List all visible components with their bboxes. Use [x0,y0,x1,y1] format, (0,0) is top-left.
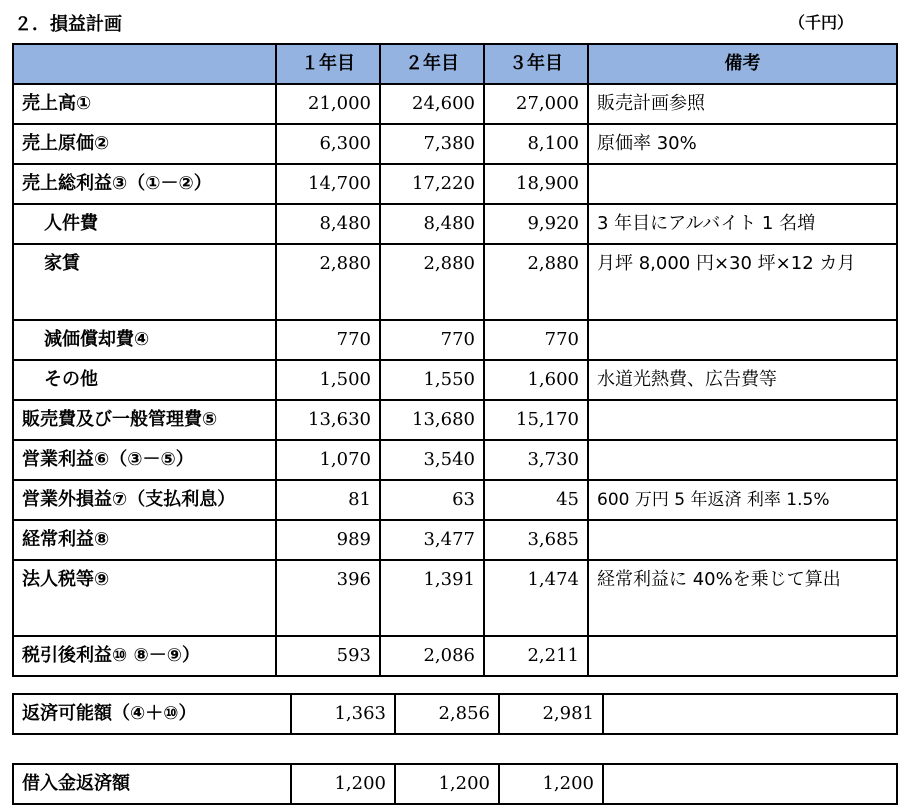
value-year-2: 2,086 [380,636,484,676]
value-year-1: 6,300 [276,124,380,164]
value-year-1: 13,630 [276,400,380,440]
unit-label: （千円） [789,13,854,32]
profit-plan-table [12,43,898,677]
repayable-year-2: 2,856 [395,694,499,734]
value-year-3: 8,100 [484,124,588,164]
row-label: 家賃 [13,244,276,320]
table-row [13,164,897,204]
table-row [13,400,897,440]
repayable-remarks [603,694,897,734]
row-label: 税引後利益⑩ ⑧－⑨） [13,636,276,676]
value-year-1: 989 [276,520,380,560]
value-year-3: 27,000 [484,84,588,124]
value-year-1: 81 [276,480,380,520]
remarks: 月坪 8,000 円×30 坪×12 カ月 [588,244,897,320]
value-year-3: 9,920 [484,204,588,244]
row-label: 人件費 [13,204,276,244]
value-year-3: 15,170 [484,400,588,440]
row-label: その他 [13,360,276,400]
remarks [588,400,897,440]
value-year-2: 1,550 [380,360,484,400]
header-year-1: １年目 [276,44,380,84]
row-label: 売上総利益③（①－②） [13,164,276,204]
table-row [13,244,897,320]
repayable-label: 返済可能額（④＋⑩） [13,694,291,734]
value-year-1: 1,500 [276,360,380,400]
value-year-1: 14,700 [276,164,380,204]
loan-label: 借入金返済額 [13,764,291,804]
value-year-2: 2,880 [380,244,484,320]
remarks: 水道光熱費、広告費等 [588,360,897,400]
loan-row [13,764,897,804]
loan-repayment-table [12,763,898,805]
header-year-3: ３年目 [484,44,588,84]
value-year-1: 770 [276,320,380,360]
repayable-year-1: 1,363 [291,694,395,734]
row-label: 営業外損益⑦（支払利息） [13,480,276,520]
header-remarks: 備考 [588,44,897,84]
value-year-2: 63 [380,480,484,520]
value-year-3: 1,600 [484,360,588,400]
header-item [13,44,276,84]
value-year-1: 8,480 [276,204,380,244]
remarks: 3 年目にアルバイト 1 名増 [588,204,897,244]
value-year-2: 13,680 [380,400,484,440]
row-label: 減価償却費④ [13,320,276,360]
value-year-3: 2,880 [484,244,588,320]
remarks [588,520,897,560]
value-year-3: 1,474 [484,560,588,636]
value-year-1: 21,000 [276,84,380,124]
value-year-3: 2,211 [484,636,588,676]
repayable-year-3: 2,981 [499,694,603,734]
header-year-2: ２年目 [380,44,484,84]
header-row [13,44,897,84]
row-label: 法人税等⑨ [13,560,276,636]
value-year-2: 770 [380,320,484,360]
remarks [588,440,897,480]
page-title: ２．損益計画 [14,14,122,35]
value-year-1: 396 [276,560,380,636]
remarks [588,164,897,204]
table-row [13,360,897,400]
value-year-1: 2,880 [276,244,380,320]
loan-year-2: 1,200 [395,764,499,804]
table-row [13,560,897,636]
value-year-2: 17,220 [380,164,484,204]
value-year-2: 24,600 [380,84,484,124]
table-row [13,636,897,676]
value-year-2: 7,380 [380,124,484,164]
repayable-table [12,693,898,735]
table-row [13,124,897,164]
row-label: 経常利益⑧ [13,520,276,560]
loan-remarks [603,764,897,804]
value-year-1: 1,070 [276,440,380,480]
value-year-2: 3,540 [380,440,484,480]
row-label: 販売費及び一般管理費⑤ [13,400,276,440]
value-year-2: 3,477 [380,520,484,560]
row-label: 営業利益⑥（③－⑤） [13,440,276,480]
value-year-3: 45 [484,480,588,520]
value-year-2: 1,391 [380,560,484,636]
table-row [13,84,897,124]
remarks: 原価率 30% [588,124,897,164]
remarks: 600 万円 5 年返済 利率 1.5% [588,480,897,520]
remarks: 経常利益に 40%を乗じて算出 [588,560,897,636]
remarks [588,320,897,360]
loan-year-1: 1,200 [291,764,395,804]
value-year-2: 8,480 [380,204,484,244]
value-year-3: 3,685 [484,520,588,560]
value-year-3: 18,900 [484,164,588,204]
loan-year-3: 1,200 [499,764,603,804]
repayable-row [13,694,897,734]
value-year-1: 593 [276,636,380,676]
row-label: 売上原価② [13,124,276,164]
table-row [13,320,897,360]
value-year-3: 770 [484,320,588,360]
table-row [13,520,897,560]
table-row [13,440,897,480]
remarks [588,636,897,676]
table-row [13,204,897,244]
remarks: 販売計画参照 [588,84,897,124]
value-year-3: 3,730 [484,440,588,480]
row-label: 売上高① [13,84,276,124]
table-row [13,480,897,520]
